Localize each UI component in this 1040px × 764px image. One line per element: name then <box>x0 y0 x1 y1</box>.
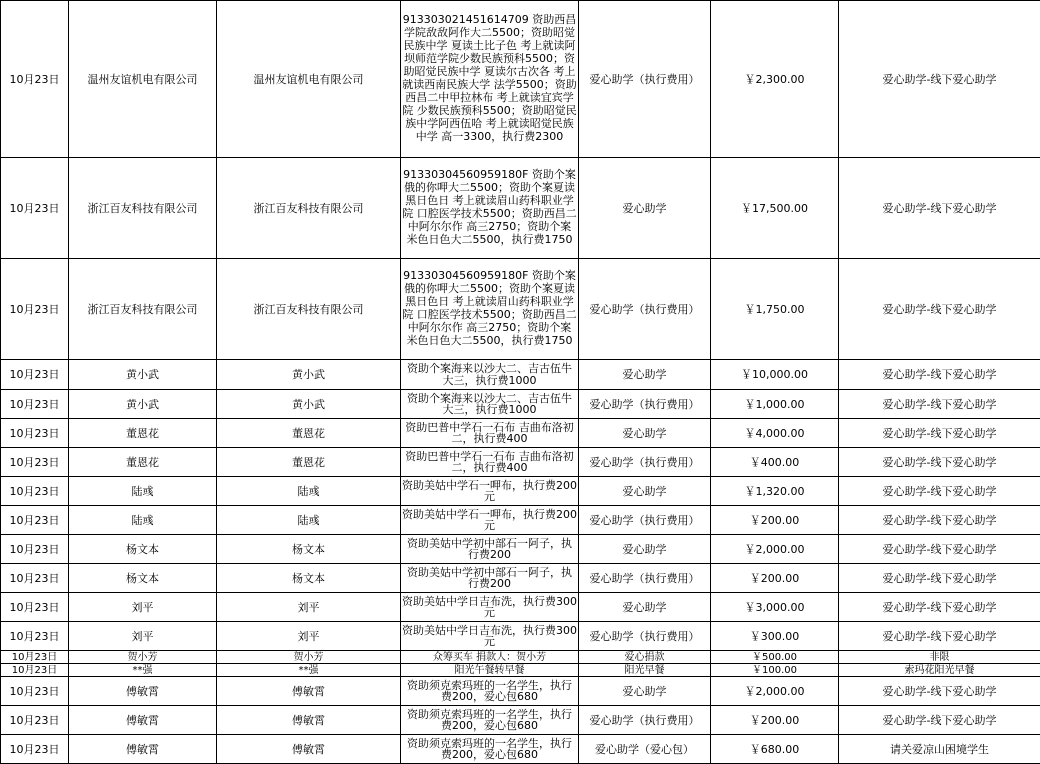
date-cell: 10月23日 <box>1 651 69 664</box>
date-cell: 10月23日 <box>1 735 69 764</box>
type-cell: 爱心助学（执行费用） <box>579 506 711 535</box>
description-cell: 913303021451614709 资助西昌学院敌敌阿作大二5500；资助昭觉民族中学 夏读土比子色 考上就读阿坝师范学院少数民族预科5500；资助昭觉民族中学 夏读尔古次各 考上就读西南民族大学 法学5500；资助西昌二中甲拉林布 考上就读宜宾学院 少数民族预科5500；资助昭觉民族中学阿西伍哈 考上就读昭觉民族中学 高一3300，执行费2300 <box>401 1 579 158</box>
type-cell: 爱心捐款 <box>579 651 711 664</box>
type-cell: 爱心助学（执行费用） <box>579 564 711 593</box>
date-cell: 10月23日 <box>1 622 69 651</box>
payer-cell: 刘平 <box>69 622 217 651</box>
amount-cell: ￥2,000.00 <box>711 535 839 564</box>
amount-cell: ￥2,000.00 <box>711 677 839 706</box>
description-cell: 资助美姑中学日吉布洗，执行费300元 <box>401 622 579 651</box>
type-cell: 爱心助学（执行费用） <box>579 1 711 158</box>
payer-cell: 杨文本 <box>69 535 217 564</box>
amount-cell: ￥2,300.00 <box>711 1 839 158</box>
project-cell: 爱心助学-线下爱心助学 <box>839 622 1040 651</box>
table-row[interactable] <box>1 735 1040 764</box>
project-cell: 爱心助学-线下爱心助学 <box>839 390 1040 419</box>
amount-cell: ￥1,320.00 <box>711 477 839 506</box>
table-row[interactable] <box>1 706 1040 735</box>
table-row[interactable] <box>1 593 1040 622</box>
project-cell: 爱心助学-线下爱心助学 <box>839 419 1040 448</box>
project-cell: 爱心助学-线下爱心助学 <box>839 593 1040 622</box>
project-cell: 爱心助学-线下爱心助学 <box>839 1 1040 158</box>
payer-cell: 傅敏霄 <box>69 735 217 764</box>
amount-cell: ￥10,000.00 <box>711 360 839 390</box>
payer-cell: 陆彧 <box>69 477 217 506</box>
payer-cell: 陆彧 <box>69 506 217 535</box>
project-cell: 爱心助学-线下爱心助学 <box>839 477 1040 506</box>
payer-cell: 傅敏霄 <box>69 677 217 706</box>
date-cell: 10月23日 <box>1 419 69 448</box>
project-cell: 爱心助学-线下爱心助学 <box>839 564 1040 593</box>
donor-cell: 傅敏霄 <box>217 706 401 735</box>
description-cell: 资助巴普中学石一石布 吉曲布洛初二，执行费400 <box>401 448 579 477</box>
donor-cell: 傅敏霄 <box>217 735 401 764</box>
description-cell: 阳光午餐转早餐 <box>401 664 579 677</box>
donor-cell: 温州友谊机电有限公司 <box>217 1 401 158</box>
type-cell: 爱心助学（执行费用） <box>579 259 711 360</box>
donor-cell: 黄小武 <box>217 390 401 419</box>
table-row[interactable] <box>1 158 1040 259</box>
donor-cell: 傅敏霄 <box>217 677 401 706</box>
type-cell: 爱心助学 <box>579 535 711 564</box>
payer-cell: 黄小武 <box>69 390 217 419</box>
project-cell: 爱心助学-线下爱心助学 <box>839 535 1040 564</box>
type-cell: 爱心助学 <box>579 677 711 706</box>
payer-cell: 黄小武 <box>69 360 217 390</box>
payer-cell: 傅敏霄 <box>69 706 217 735</box>
date-cell: 10月23日 <box>1 706 69 735</box>
amount-cell: ￥200.00 <box>711 706 839 735</box>
donor-cell: 浙江百友科技有限公司 <box>217 259 401 360</box>
date-cell: 10月23日 <box>1 158 69 259</box>
table-row[interactable] <box>1 664 1040 677</box>
amount-cell: ￥1,750.00 <box>711 259 839 360</box>
amount-cell: ￥3,000.00 <box>711 593 839 622</box>
table-row[interactable] <box>1 564 1040 593</box>
donor-cell: 黄小武 <box>217 360 401 390</box>
donor-cell: 董恩花 <box>217 448 401 477</box>
project-cell: 爱心助学-线下爱心助学 <box>839 158 1040 259</box>
donor-cell: 陆彧 <box>217 506 401 535</box>
type-cell: 爱心助学（执行费用） <box>579 448 711 477</box>
date-cell: 10月23日 <box>1 664 69 677</box>
description-cell: 资助美姑中学初中部石一阿子，执行费200 <box>401 535 579 564</box>
date-cell: 10月23日 <box>1 477 69 506</box>
description-cell: 众筹买车 捐款人：贺小芳 <box>401 651 579 664</box>
donor-cell: 刘平 <box>217 622 401 651</box>
payer-cell: **强 <box>69 664 217 677</box>
payer-cell: 贺小芳 <box>69 651 217 664</box>
project-cell: 爱心助学-线下爱心助学 <box>839 259 1040 360</box>
donor-cell: 贺小芳 <box>217 651 401 664</box>
project-cell: 非限 <box>839 651 1040 664</box>
project-cell: 爱心助学-线下爱心助学 <box>839 506 1040 535</box>
type-cell: 爱心助学 <box>579 360 711 390</box>
payer-cell: 浙江百友科技有限公司 <box>69 259 217 360</box>
description-cell: 资助须克索玛班的一名学生，执行费200，爱心包680 <box>401 677 579 706</box>
table-row[interactable] <box>1 477 1040 506</box>
type-cell: 爱心助学 <box>579 419 711 448</box>
project-cell: 爱心助学-线下爱心助学 <box>839 677 1040 706</box>
description-cell: 资助个案海来以沙大二、吉古伍牛大三，执行费1000 <box>401 390 579 419</box>
payer-cell: 浙江百友科技有限公司 <box>69 158 217 259</box>
table-row[interactable] <box>1 259 1040 360</box>
amount-cell: ￥300.00 <box>711 622 839 651</box>
project-cell: 爱心助学-线下爱心助学 <box>839 706 1040 735</box>
donor-cell: **强 <box>217 664 401 677</box>
amount-cell: ￥100.00 <box>711 664 839 677</box>
table-row[interactable] <box>1 360 1040 390</box>
description-cell: 资助个案海来以沙大二、吉古伍牛大三，执行费1000 <box>401 360 579 390</box>
date-cell: 10月23日 <box>1 593 69 622</box>
type-cell: 爱心助学 <box>579 593 711 622</box>
table-row[interactable] <box>1 622 1040 651</box>
payer-cell: 董恩花 <box>69 419 217 448</box>
table-row[interactable] <box>1 677 1040 706</box>
description-cell: 资助巴普中学石一石布 吉曲布洛初二，执行费400 <box>401 419 579 448</box>
description-cell: 资助美姑中学日吉布洗，执行费300元 <box>401 593 579 622</box>
project-cell: 爱心助学-线下爱心助学 <box>839 448 1040 477</box>
date-cell: 10月23日 <box>1 564 69 593</box>
type-cell: 爱心助学 <box>579 158 711 259</box>
date-cell: 10月23日 <box>1 506 69 535</box>
payer-cell: 刘平 <box>69 593 217 622</box>
project-cell: 爱心助学-线下爱心助学 <box>839 360 1040 390</box>
project-cell: 请关爱凉山困境学生 <box>839 735 1040 764</box>
date-cell: 10月23日 <box>1 360 69 390</box>
description-cell: 资助须克索玛班的一名学生，执行费200，爱心包680 <box>401 706 579 735</box>
description-cell: 资助须克索玛班的一名学生，执行费200，爱心包680 <box>401 735 579 764</box>
table-row[interactable] <box>1 506 1040 535</box>
payer-cell: 杨文本 <box>69 564 217 593</box>
type-cell: 阳光早餐 <box>579 664 711 677</box>
amount-cell: ￥680.00 <box>711 735 839 764</box>
donor-cell: 刘平 <box>217 593 401 622</box>
amount-cell: ￥200.00 <box>711 564 839 593</box>
amount-cell: ￥4,000.00 <box>711 419 839 448</box>
amount-cell: ￥17,500.00 <box>711 158 839 259</box>
description-cell: 资助美姑中学石一呷布，执行费200元 <box>401 477 579 506</box>
date-cell: 10月23日 <box>1 535 69 564</box>
amount-cell: ￥200.00 <box>711 506 839 535</box>
date-cell: 10月23日 <box>1 1 69 158</box>
description-cell: 91330304560959180F 资助个案 俄的你呷大二5500；资助个案夏读黑日色日 考上就读眉山药科职业学院 口腔医学技术5500；资助西昌二中阿尔尔作 高三2750；资助个案 米色日色大二5500，执行费1750 <box>401 259 579 360</box>
payer-cell: 温州友谊机电有限公司 <box>69 1 217 158</box>
date-cell: 10月23日 <box>1 448 69 477</box>
amount-cell: ￥400.00 <box>711 448 839 477</box>
amount-cell: ￥1,000.00 <box>711 390 839 419</box>
date-cell: 10月23日 <box>1 390 69 419</box>
amount-cell: ￥500.00 <box>711 651 839 664</box>
donor-cell: 杨文本 <box>217 564 401 593</box>
date-cell: 10月23日 <box>1 677 69 706</box>
table-row[interactable] <box>1 419 1040 448</box>
table-row[interactable] <box>1 1 1040 158</box>
type-cell: 爱心助学（爱心包） <box>579 735 711 764</box>
table-row[interactable] <box>1 651 1040 664</box>
table-row[interactable] <box>1 390 1040 419</box>
description-cell: 91330304560959180F 资助个案 俄的你呷大二5500；资助个案夏读黑日色日 考上就读眉山药科职业学院 口腔医学技术5500；资助西昌二中阿尔尔作 高三2750；资助个案 米色日色大二5500，执行费1750 <box>401 158 579 259</box>
type-cell: 爱心助学（执行费用） <box>579 390 711 419</box>
donor-cell: 陆彧 <box>217 477 401 506</box>
table-row[interactable] <box>1 535 1040 564</box>
type-cell: 爱心助学（执行费用） <box>579 706 711 735</box>
type-cell: 爱心助学（执行费用） <box>579 622 711 651</box>
table-row[interactable] <box>1 448 1040 477</box>
payer-cell: 董恩花 <box>69 448 217 477</box>
donor-cell: 杨文本 <box>217 535 401 564</box>
description-cell: 资助美姑中学初中部石一阿子，执行费200 <box>401 564 579 593</box>
project-cell: 索玛花阳光早餐 <box>839 664 1040 677</box>
date-cell: 10月23日 <box>1 259 69 360</box>
donor-cell: 董恩花 <box>217 419 401 448</box>
description-cell: 资助美姑中学石一呷布，执行费200元 <box>401 506 579 535</box>
donor-cell: 浙江百友科技有限公司 <box>217 158 401 259</box>
type-cell: 爱心助学 <box>579 477 711 506</box>
